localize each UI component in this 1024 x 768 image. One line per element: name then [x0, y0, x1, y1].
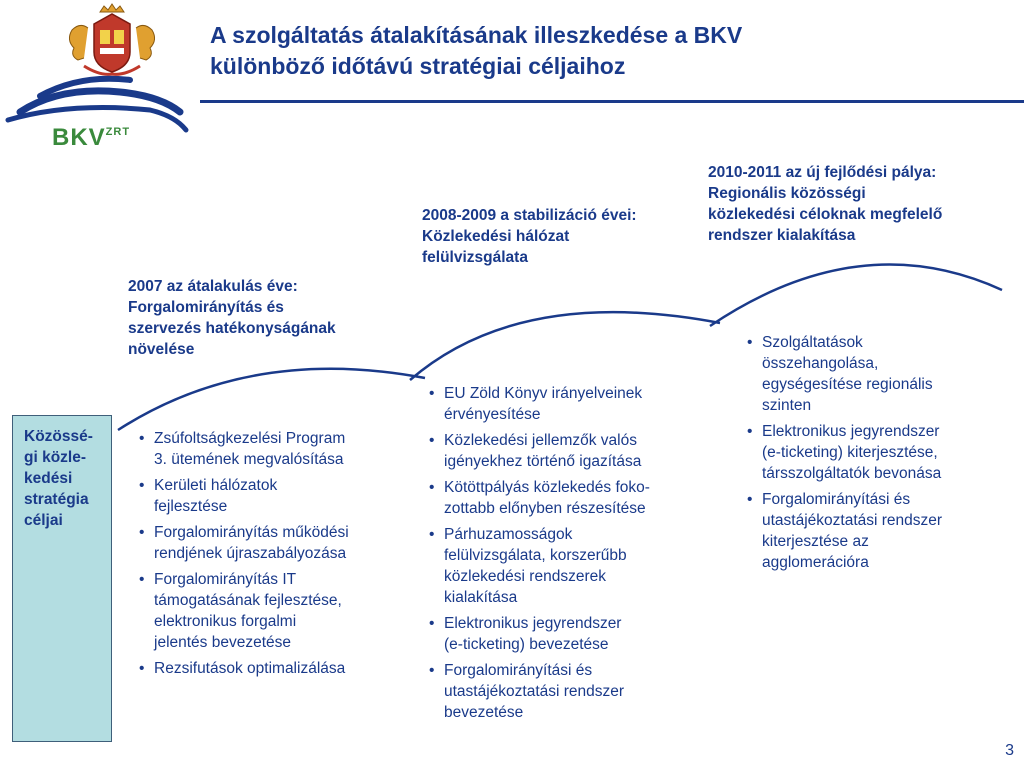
bullet-line: fejlesztése [154, 498, 228, 515]
bullet-line: • Zsúfoltságkezelési Program [154, 430, 346, 447]
list-item [426, 660, 716, 723]
list-item [136, 658, 416, 679]
heading-line: rendszer kialakítása [708, 227, 856, 244]
bullet-line: összehangolása, [762, 355, 879, 372]
bullet-line: 3. ütemének megvalósítása [154, 451, 344, 468]
bullet-line: • Forgalomirányítási és [444, 662, 593, 679]
bullet-line: • Kerületi hálózatok [154, 477, 278, 494]
bullet-line: kialakítása [444, 589, 518, 606]
bullet-line: bevezetése [444, 704, 524, 721]
list-item [744, 421, 1014, 484]
bullet-line: érvényesítése [444, 406, 541, 423]
bullet-line: szinten [762, 397, 812, 414]
page-number: 3 [1005, 742, 1014, 759]
heading-line: 2008-2009 a stabilizáció évei: [422, 207, 637, 224]
heading-line: Regionális közösségi [708, 185, 866, 202]
list-item [426, 613, 716, 655]
bullet-line: kiterjesztése az [762, 533, 869, 550]
bullet-line: felülvizsgálata, korszerűbb [444, 547, 627, 564]
phase-2-bullets [426, 383, 716, 728]
bullet-line: közlekedési rendszerek [444, 568, 606, 585]
side-box-line: céljai [24, 512, 63, 529]
side-box-line: Közössé- [24, 428, 93, 445]
strategy-goals-box [12, 415, 112, 742]
arc-phase-2 [410, 312, 720, 380]
heading-line: Forgalomirányítás és [128, 299, 284, 316]
heading-line: 2007 az átalakulás éve: [128, 278, 298, 295]
bkv-swoosh-icon [8, 79, 186, 130]
bullet-line: (e-ticketing) kiterjesztése, [762, 444, 938, 461]
bullet-line: • Kötöttpályás közlekedés foko- [444, 479, 650, 496]
title-line-1: A szolgáltatás átalakításának illeszkedése a BKV [210, 22, 743, 48]
bullet-line: társszolgáltatók bevonása [762, 465, 942, 482]
heading-line: 2010-2011 az új fejlődési pálya: [708, 164, 937, 181]
bullet-line: utastájékoztatási rendszer [444, 683, 625, 700]
list-item [136, 569, 416, 653]
bullet-line: utastájékoztatási rendszer [762, 512, 943, 529]
list-item [744, 489, 1014, 573]
heading-line: felülvizsgálata [422, 249, 528, 266]
list-item [136, 475, 416, 517]
bullet-line: • Párhuzamosságok [444, 526, 573, 543]
list-item [426, 430, 716, 472]
list-item [136, 428, 416, 470]
phase-3-bullets [744, 332, 1014, 578]
list-item [426, 383, 716, 425]
side-box-line: kedési [24, 470, 73, 487]
bullet-line: rendjének újraszabályozása [154, 545, 347, 562]
bullet-line: • Elektronikus jegyrendszer [444, 615, 622, 632]
bullet-line: zottabb előnyben részesítése [444, 500, 646, 517]
arc-phase-3 [710, 265, 1002, 326]
heading-line: növelése [128, 341, 195, 358]
arc-phase-1 [118, 369, 425, 430]
page-title [210, 20, 1010, 82]
phase-1-heading [128, 276, 336, 360]
bullet-line: • Elektronikus jegyrendszer [762, 423, 940, 440]
heading-line: közlekedési céloknak megfelelő [708, 206, 943, 223]
bullet-line: • Szolgáltatások [762, 334, 863, 351]
bullet-line: • Forgalomirányítás működési [154, 524, 349, 541]
bullet-line: elektronikus forgalmi [154, 613, 297, 630]
list-item [426, 477, 716, 519]
bullet-line: jelentés bevezetése [154, 634, 292, 651]
phase-2-heading [422, 205, 637, 268]
bullet-line: egységesítése regionális [762, 376, 933, 393]
list-item [744, 332, 1014, 416]
list-item [426, 524, 716, 608]
phase-3-heading [708, 162, 942, 246]
logo-text: BKV [52, 124, 106, 151]
bullet-line: • Forgalomirányítási és [762, 491, 911, 508]
bullet-line: támogatásának fejlesztése, [154, 592, 342, 609]
list-item [136, 522, 416, 564]
bullet-line: igényekhez történő igazítása [444, 453, 642, 470]
bullet-line: • Közlekedési jellemzők valós [444, 432, 637, 449]
bullet-line: (e-ticketing) bevezetése [444, 636, 609, 653]
side-box-line: gi közle- [24, 449, 87, 466]
heading-line: szervezés hatékonyságának [128, 320, 336, 337]
title-line-2: különböző időtávú stratégiai céljaihoz [210, 53, 626, 79]
logo-superscript: ZRT [105, 126, 131, 138]
heading-line: Közlekedési hálózat [422, 228, 570, 245]
bullet-line: agglomerációra [762, 554, 869, 571]
phase-1-bullets [136, 428, 416, 684]
bkv-logo [0, 0, 205, 160]
bullet-line: • Forgalomirányítás IT [154, 571, 297, 588]
side-box-line: stratégia [24, 491, 89, 508]
bullet-line: • EU Zöld Könyv irányelveinek [444, 385, 643, 402]
bullet-line: • Rezsifutások optimalizálása [154, 660, 346, 677]
title-divider [200, 100, 1024, 103]
